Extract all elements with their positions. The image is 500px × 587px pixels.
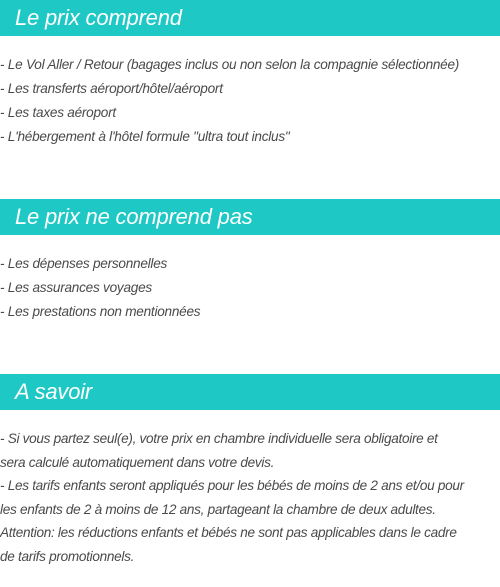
section-header-included: [0, 0, 500, 36]
info-line: Attention: les réductions enfants et bébés ne sont pas applicables dans le cadre: [0, 525, 457, 540]
section-header-info: [0, 374, 500, 410]
info-line: sera calculé automatiquement dans votre devis.: [0, 454, 275, 470]
included-list: [0, 53, 500, 149]
list-item: - Les assurances voyages: [0, 280, 152, 295]
not-included-list: [0, 252, 500, 324]
list-item: - Le Vol Aller / Retour (bagages inclus ou non selon la compagnie sélectionnée): [0, 57, 460, 72]
info-line: les enfants de 2 à moins de 12 ans, partageant la chambre de deux adultes.: [0, 501, 436, 517]
list-item: - Les prestations non mentionnées: [0, 304, 201, 319]
list-item: - Les dépenses personnelles: [0, 256, 168, 271]
list-item: - L'hébergement à l'hôtel formule "ultra tout inclus": [0, 129, 290, 144]
info-line: - Si vous partez seul(e), votre prix en chambre individuelle sera obligatoire et: [0, 431, 438, 446]
info-paragraph: [0, 427, 500, 568]
section-title: Le prix comprend: [15, 5, 182, 30]
section-header-not-included: [0, 199, 500, 235]
section-title: A savoir: [15, 379, 93, 404]
info-line: - Les tarifs enfants seront appliqués pour les bébés de moins de 2 ans et/ou pour: [0, 478, 464, 493]
info-line: de tarifs promotionnels.: [0, 548, 135, 564]
list-item: - Les transferts aéroport/hôtel/aéroport: [0, 81, 223, 96]
list-item: - Les taxes aéroport: [0, 105, 116, 120]
section-title: Le prix ne comprend pas: [15, 204, 253, 229]
